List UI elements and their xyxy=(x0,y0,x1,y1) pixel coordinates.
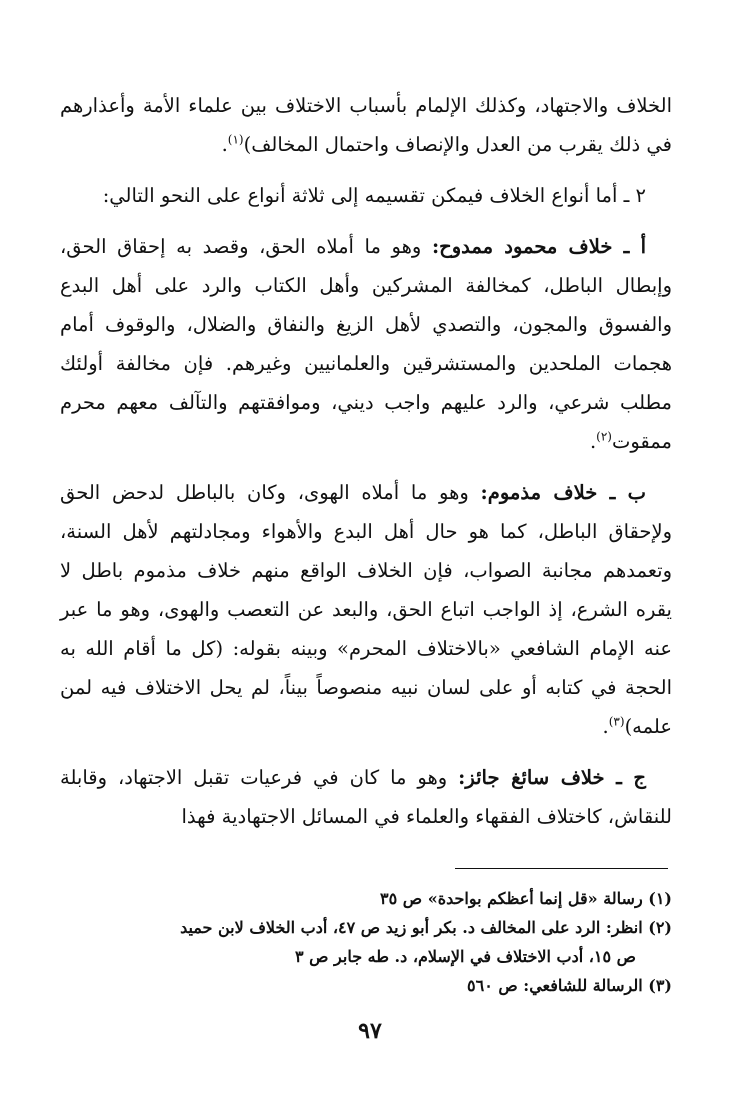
intro-end: . xyxy=(221,133,228,156)
heading-praised: أ ـ خلاف محمود ممدوح: xyxy=(431,235,646,258)
intro-text: الخلاف والاجتهاد، وكذلك الإلمام بأسباب الاختلاف بين علماء الأمة وأعذارهم في ذلك يقرب من العدل والإنصاف واحتمال المخالف) xyxy=(60,94,672,156)
heading-blameworthy: ب ـ خلاف مذموم: xyxy=(480,481,647,504)
paragraph-types: ٢ ـ أما أنواع الخلاف فيمكن تقسيمه إلى ثلاثة أنواع على النحو التالي: xyxy=(102,184,646,207)
text-praised: وهو ما أملاه الحق، وقصد به إحقاق الحق، وإبطال الباطل، كمخالفة المشركين وأهل الكتاب والرد على أهل البدع والفسوق والمجون، والتصدي لأهل الزيغ والنفاق والضلال، والوقوف أمام هجمات الملحدين والمستشرقين والعلمانيين وغيرهم. فإن مخالفة أولئك مطلب شرعي، والرد عليهم واجب ديني، وموافقتهم والتآلف معهم محرم ممقوت xyxy=(60,235,672,453)
footnote-ref-3: (٣) xyxy=(608,714,625,729)
footnote-1: (١) رسالة «قل إنما أعظكم بواحدة» ص ٣٥ xyxy=(380,889,672,908)
footnote-divider xyxy=(455,868,668,869)
paragraph-permissible-disagreement xyxy=(60,758,672,836)
footnote-ref-1: (١) xyxy=(227,132,244,147)
paragraph-blameworthy-disagreement xyxy=(60,473,672,746)
page-number: ٩٧ xyxy=(358,1018,382,1044)
paragraph-praised-disagreement xyxy=(60,227,672,461)
text-permissible: وهو ما كان في فرعيات تقبل الاجتهاد، وقابلة للنقاش، كاختلاف الفقهاء والعلماء في المسائل الاجتهادية فهذا xyxy=(60,766,672,828)
footnotes xyxy=(60,884,672,1000)
footnote-2: (٢) انظر: الرد على المخالف د. بكر أبو زيد ص ٤٧، أدب الخلاف لابن حميد xyxy=(180,918,672,937)
praised-end: . xyxy=(589,430,597,453)
footnote-3: (٣) الرسالة للشافعي: ص ٥٦٠ xyxy=(467,976,672,995)
main-text xyxy=(60,86,672,848)
paragraph-intro xyxy=(60,86,672,164)
footnote-2-continued: ص ١٥، أدب الاختلاف في الإسلام، د. طه جابر ص ٣ xyxy=(294,947,636,966)
heading-permissible: ج ـ خلاف سائغ جائز: xyxy=(458,766,646,789)
footnote-ref-2: (٢) xyxy=(596,429,612,444)
blameworthy-end: . xyxy=(602,715,609,738)
text-blameworthy: وهو ما أملاه الهوى، وكان بالباطل لدحض الحق ولإحقاق الباطل، كما هو حال أهل البدع والأهواء ومجادلتهم لأهل السنة، وتعمدهم مجانبة الصواب، فإن الخلاف الواقع منهم خلاف مذموم باطل لا يقره الشرع، إذ الواجب اتباع الحق، والبعد عن التعصب والهوى، وهو ما عبر عنه الإمام الشافعي «بالاختلاف المحرم» وبينه بقوله: (كل ما أقام الله به الحجة في كتابه أو على لسان نبيه منصوصاً بيناً، لم يحل الاختلاف فيه لمن علمه) xyxy=(60,481,672,738)
